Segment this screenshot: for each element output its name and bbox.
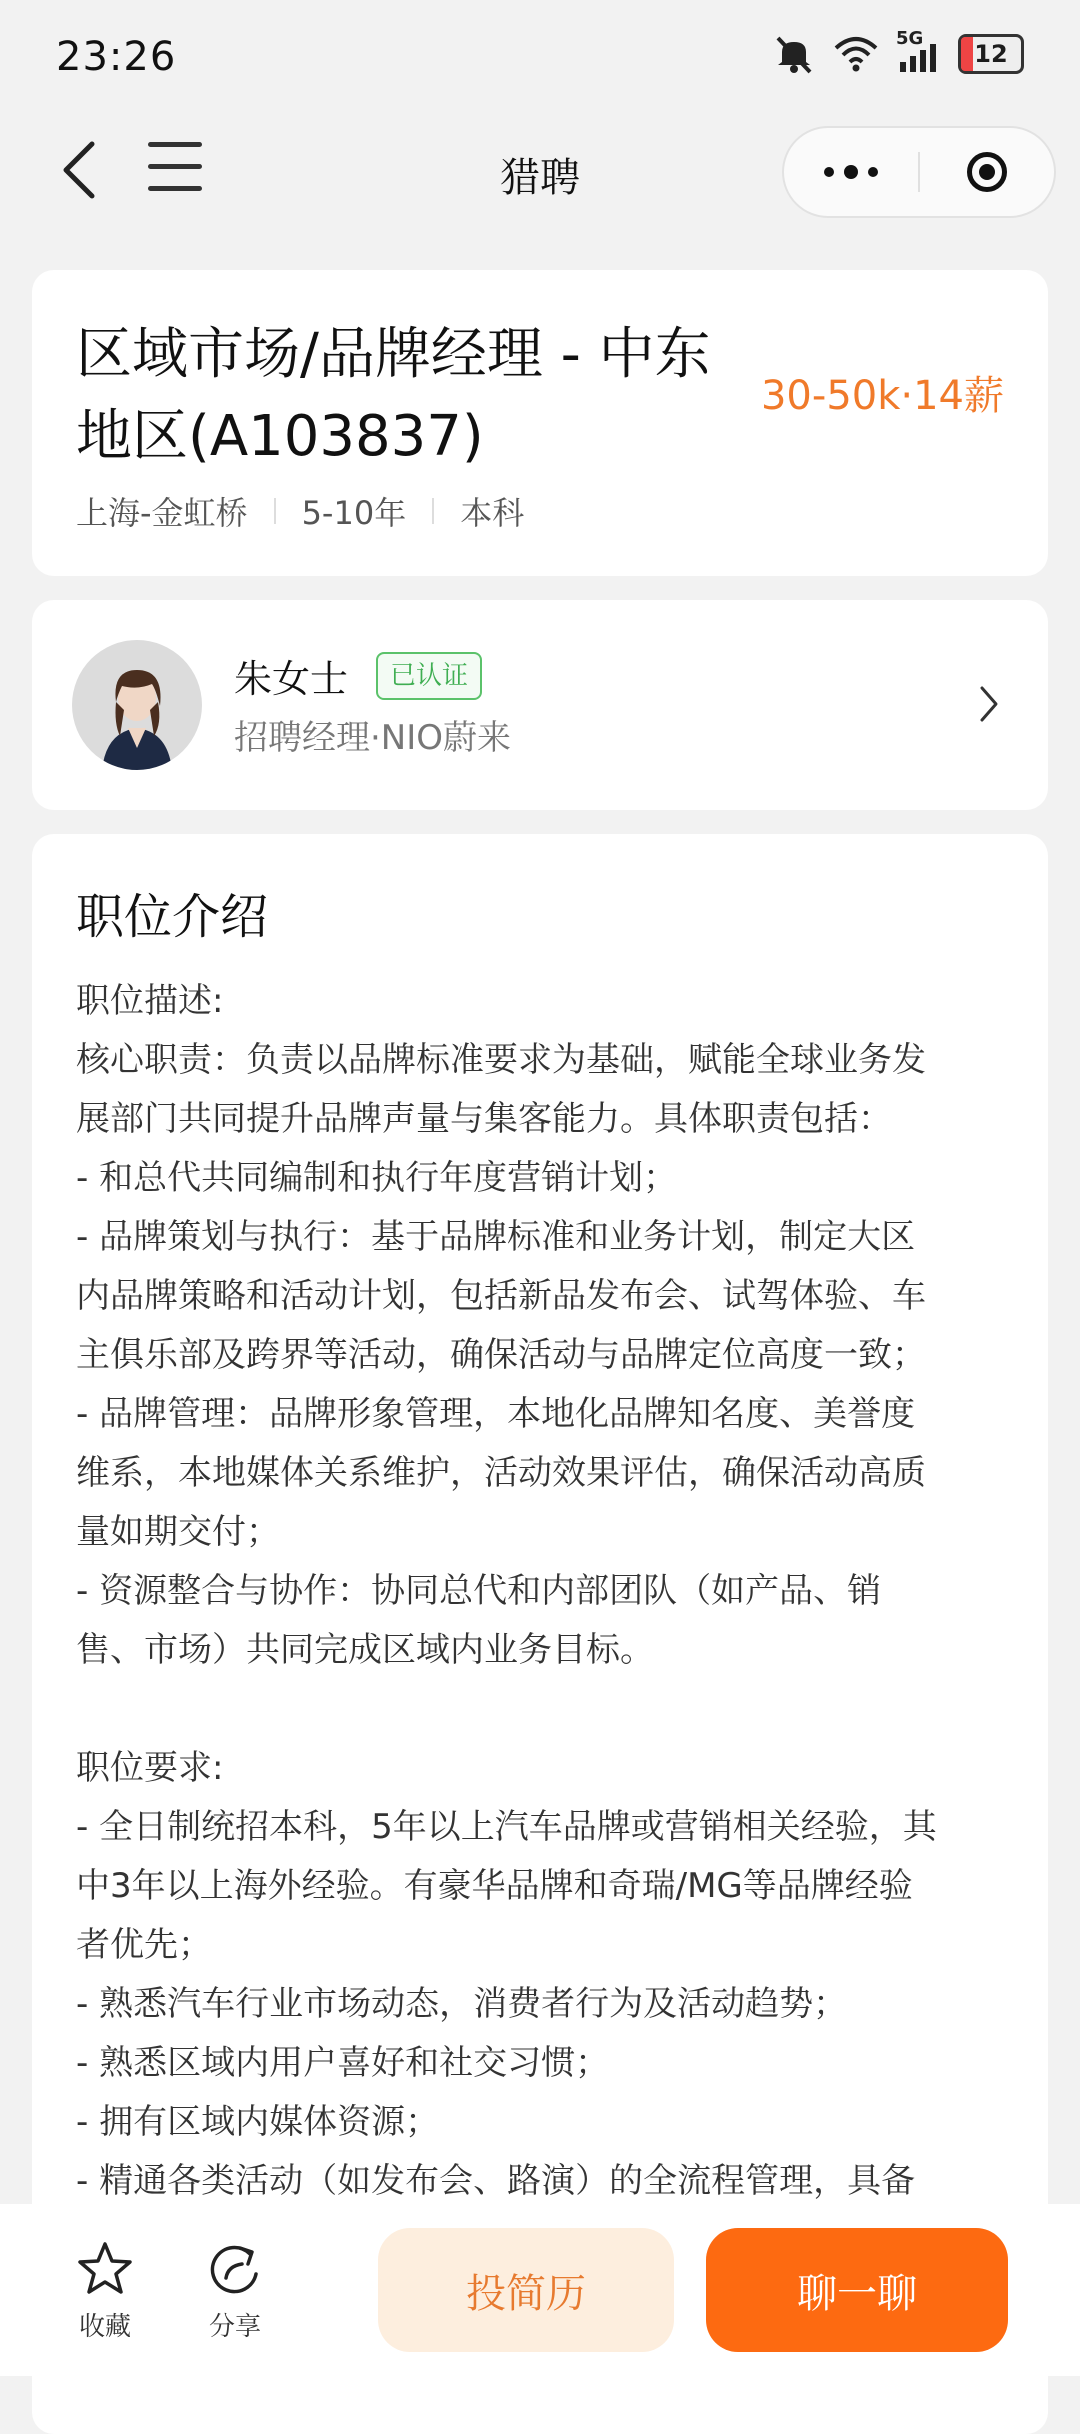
- description-line: - 品牌管理：品牌形象管理，本地化品牌知名度、美誉度: [76, 1394, 916, 1434]
- description-line: - 拥有区域内媒体资源；: [76, 2102, 440, 2142]
- description-line: - 熟悉区域内用户喜好和社交习惯；: [76, 2043, 610, 2083]
- section-heading: 职位介绍: [76, 889, 269, 945]
- job-header-card: [32, 270, 1048, 576]
- more-button[interactable]: [784, 165, 918, 179]
- description-line: 职位要求:: [76, 1748, 224, 1788]
- star-icon: [76, 2240, 134, 2298]
- recruiter-card[interactable]: [32, 600, 1048, 810]
- job-salary: 30-50k·14薪: [760, 373, 1004, 419]
- job-tags: [76, 488, 524, 534]
- description-line: - 全日制统招本科，5年以上汽车品牌或营销相关经验，其: [76, 1807, 937, 1847]
- chat-button[interactable]: 聊一聊: [706, 2228, 1008, 2352]
- recruiter-name: 朱女士: [234, 657, 349, 701]
- status-bar: [0, 0, 1080, 110]
- description-line: - 资源整合与协作：协同总代和内部团队（如产品、销: [76, 1571, 882, 1611]
- description-line: 展部门共同提升品牌声量与集客能力。具体职责包括：: [76, 1099, 892, 1139]
- status-icons: [772, 28, 1024, 74]
- job-description-card: [32, 834, 1048, 2434]
- battery-icon: [958, 34, 1024, 74]
- wifi-icon: [834, 36, 878, 72]
- description-line: 职位描述:: [76, 981, 224, 1021]
- favorite-button[interactable]: [60, 2240, 150, 2343]
- favorite-label: 收藏: [78, 2312, 131, 2342]
- description-line: 主俱乐部及跨界等活动，确保活动与品牌定位高度一致；: [76, 1335, 926, 1375]
- description-body: [76, 972, 1006, 2211]
- nav-bar: [0, 110, 1080, 230]
- description-line: - 品牌策划与执行：基于品牌标准和业务计划，制定大区: [76, 1217, 916, 1257]
- description-line: 量如期交付；: [76, 1512, 280, 1552]
- description-line: 核心职责：负责以品牌标准要求为基础，赋能全球业务发: [76, 1040, 926, 1080]
- recruiter-avatar: [72, 640, 202, 770]
- job-title: 区域市场/品牌经理 - 中东地区(A103837): [76, 322, 711, 469]
- bottom-action-bar: [0, 2204, 1080, 2376]
- description-line: - 和总代共同编制和执行年度营销计划；: [76, 1158, 678, 1198]
- description-line: 维系，本地媒体关系维护，活动效果评估，确保活动高质: [76, 1453, 926, 1493]
- page-title: 猎聘: [500, 155, 580, 201]
- job-experience: 5-10年: [301, 494, 407, 532]
- chevron-right-icon: [978, 684, 1000, 724]
- share-label: 分享: [208, 2312, 261, 2342]
- description-line: - 熟悉汽车行业市场动态，消费者行为及活动趋势；: [76, 1984, 848, 2024]
- description-line: 售、市场）共同完成区域内业务目标。: [76, 1630, 654, 1670]
- description-line: - 精通各类活动（如发布会、路演）的全流程管理，具备: [76, 2161, 916, 2201]
- job-education: 本科: [460, 494, 525, 532]
- mini-program-capsule: [782, 126, 1056, 218]
- description-line: 内品牌策略和活动计划，包括新品发布会、试驾体验、车: [76, 1276, 926, 1316]
- description-line: 中3年以上海外经验。有豪华品牌和奇瑞/MG等品牌经验: [76, 1866, 913, 1906]
- share-icon: [206, 2240, 264, 2298]
- battery-level: 12: [974, 40, 1008, 68]
- network-type: 5G: [896, 28, 924, 49]
- tag-divider: [274, 498, 276, 524]
- close-mini-program-button[interactable]: [920, 152, 1054, 192]
- recruiter-title: 招聘经理·NIO蔚来: [234, 718, 512, 758]
- mute-bell-icon: [772, 34, 816, 74]
- tag-divider: [432, 498, 434, 524]
- status-time: 23:26: [56, 34, 177, 80]
- verified-badge: 已认证: [376, 652, 482, 700]
- share-button[interactable]: [190, 2240, 280, 2343]
- target-icon: [967, 152, 1007, 192]
- signal-indicator: [896, 28, 940, 74]
- submit-resume-button[interactable]: 投简历: [378, 2228, 674, 2352]
- job-location: 上海-金虹桥: [76, 494, 248, 532]
- description-line: [76, 1680, 1006, 1739]
- signal-icon: [896, 34, 940, 74]
- description-line: 者优先；: [76, 1925, 212, 1965]
